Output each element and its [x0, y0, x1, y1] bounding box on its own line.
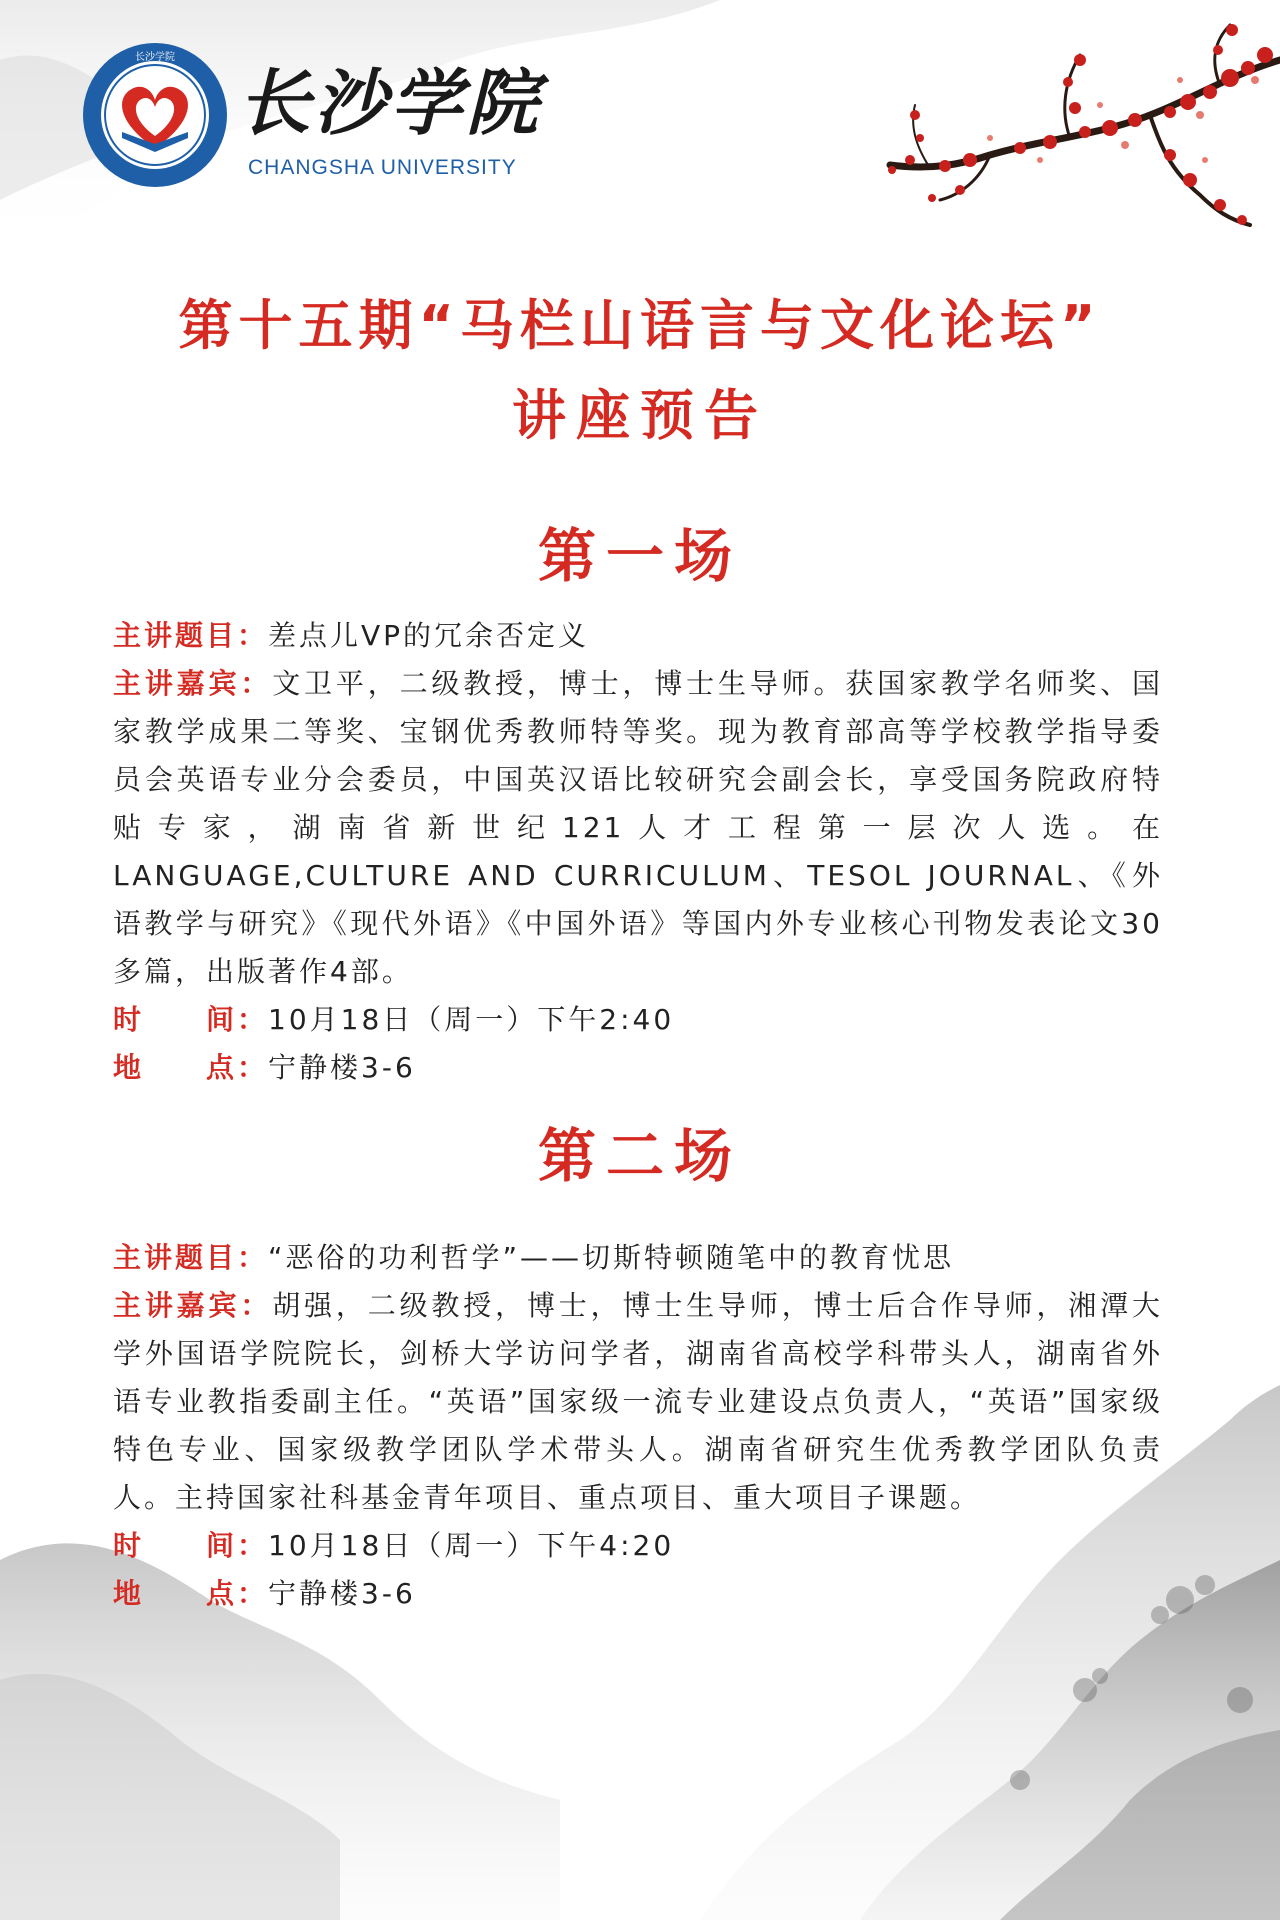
session-1-speaker-bio: 文卫平，二级教授，博士，博士生导师。获国家教学名师奖、国家教学成果二等奖、宝钢优秀教师特等奖。现为教育部高等学校教学指导委员会英语专业分会委员，中国英汉语比较研究会副会长，享受国务院政府特贴专家，湖南省新世纪121人才工程第一层次人选。在LANGUAGE,CULTURE AND CURRICULUM、TESOL JOURNAL、《外语教学与研究》《现代外语》《中国外语》等国内外专业核心刊物发表论文30多篇，出版著作4部。 — [113, 667, 1163, 988]
session-1-time: 10月18日（周一）下午2:40 — [268, 1003, 675, 1036]
session-2-place-row — [113, 1570, 1163, 1618]
time-label-b: 间： — [206, 1529, 269, 1562]
university-name-cn: 长沙学院 — [238, 60, 543, 145]
speaker-label: 主讲嘉宾： — [113, 1289, 273, 1322]
session-1-place: 宁静楼3-6 — [268, 1051, 416, 1084]
university-emblem-logo — [80, 40, 230, 190]
session-1-topic: 差点儿VP的冗余否定义 — [268, 619, 590, 652]
main-title: 第十五期“马栏山语言与文化论坛” — [178, 294, 1102, 357]
university-name-en: CHANGSHA UNIVERSITY — [248, 156, 517, 179]
session-2-heading: 第二场 — [537, 1122, 742, 1190]
session-2-topic: “恶俗的功利哲学”——切斯特顿随笔中的教育忧思 — [268, 1241, 955, 1274]
place-label-a: 地 — [113, 1577, 145, 1610]
session-2-topic-row — [113, 1234, 1163, 1282]
time-label-b: 间： — [206, 1003, 269, 1036]
session-2-speaker-bio: 胡强，二级教授，博士，博士生导师，博士后合作导师，湘潭大学外国语学院院长，剑桥大学访问学者，湖南省高校学科带头人，湖南省外语专业教指委副主任。“英语”国家级一流专业建设点负责人，“英语”国家级特色专业、国家级教学团队学术带头人。湖南省研究生优秀教学团队负责人。主持国家社科基金青年项目、重点项目、重大项目子课题。 — [113, 1289, 1163, 1514]
session-1-details — [113, 612, 1163, 1092]
session-2-time-row — [113, 1522, 1163, 1570]
session-2-time: 10月18日（周一）下午4:20 — [268, 1529, 675, 1562]
session-2-details — [113, 1234, 1163, 1618]
topic-label: 主讲题目： — [113, 1241, 269, 1274]
place-label-b: 点： — [206, 1577, 269, 1610]
plum-blossom-branch — [870, 20, 1280, 235]
topic-label: 主讲题目： — [113, 619, 269, 652]
session-1-speaker-row — [113, 660, 1163, 996]
main-subtitle: 讲座预告 — [512, 384, 768, 447]
session-1-time-row — [113, 996, 1163, 1044]
session-1-topic-row — [113, 612, 1163, 660]
svg-text:长沙学院: 长沙学院 — [135, 52, 175, 63]
session-2-place: 宁静楼3-6 — [268, 1577, 416, 1610]
session-1-place-row — [113, 1044, 1163, 1092]
time-label-a: 时 — [113, 1529, 145, 1562]
session-2-speaker-row — [113, 1282, 1163, 1522]
speaker-label: 主讲嘉宾： — [113, 667, 273, 700]
place-label-b: 点： — [206, 1051, 269, 1084]
place-label-a: 地 — [113, 1051, 145, 1084]
time-label-a: 时 — [113, 1003, 145, 1036]
session-1-heading: 第一场 — [537, 522, 742, 590]
